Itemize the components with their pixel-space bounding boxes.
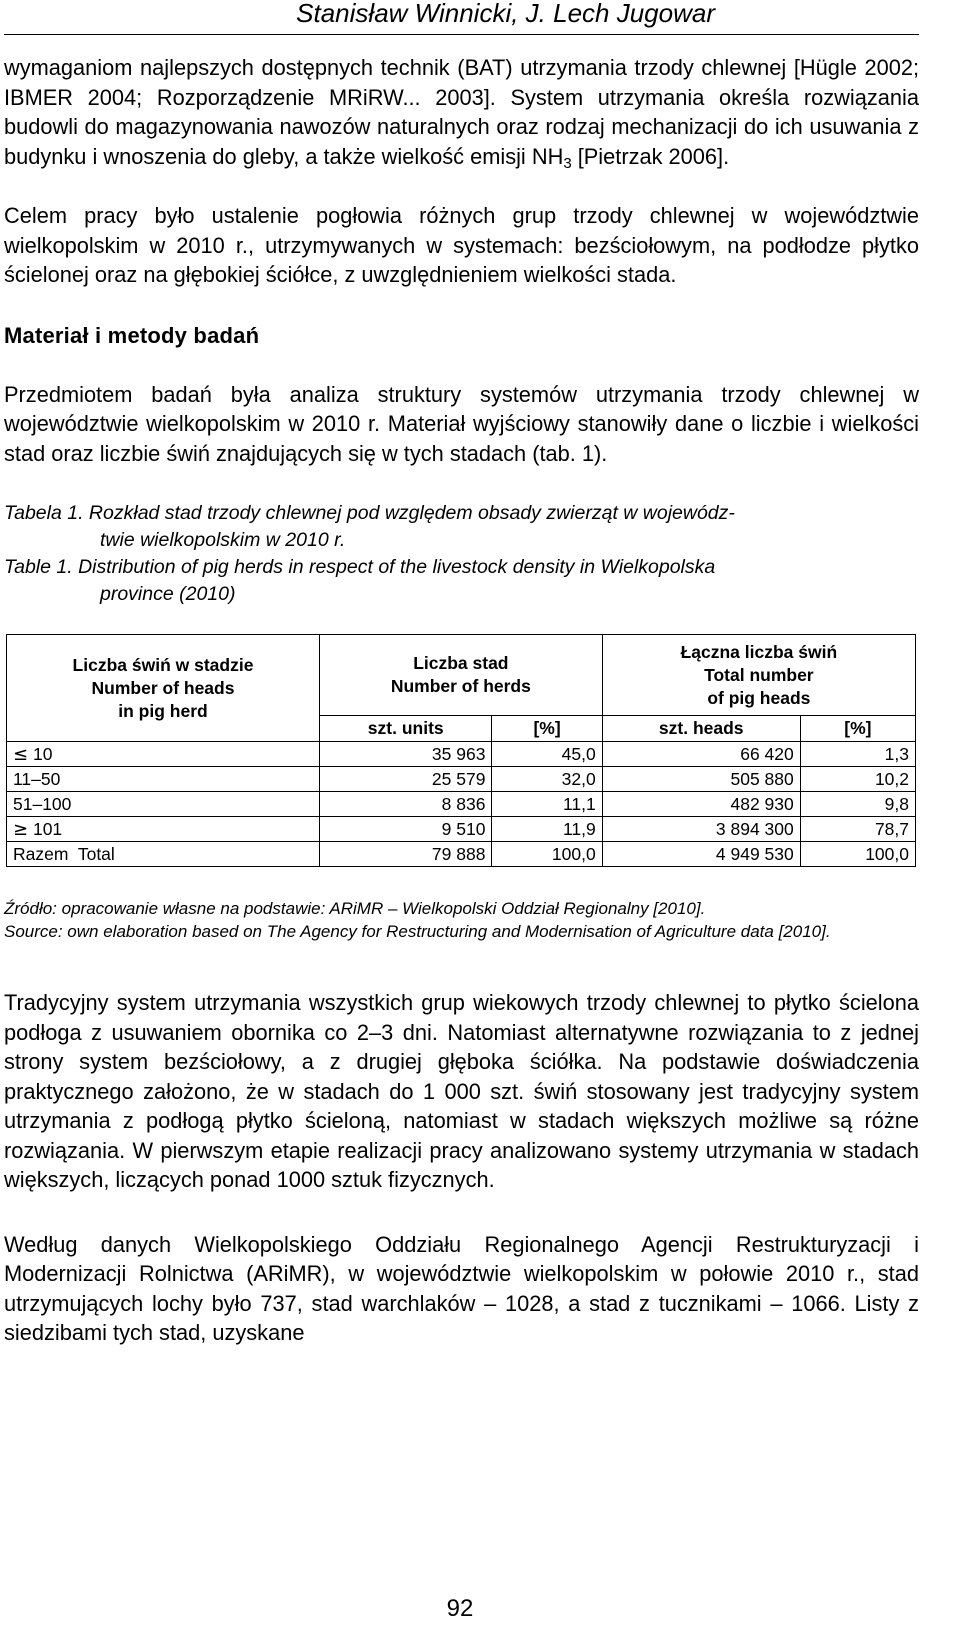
data-table bbox=[6, 634, 916, 867]
paragraph-intro-end: [Pietrzak 2006]. bbox=[571, 143, 730, 169]
less-equal-symbol: ≤ bbox=[13, 743, 29, 765]
paragraph-intro-text: wymaganiom najlepszych dostępnych technik (BAT) utrzymania trzody chlewnej [Hügle 2002; IBMER 2004; Rozporządzenie MRiRW... 2003]. System utrzymania określa rozwiązania budowli do magazynowania nawozów naturalnych oraz rodzaj mechanizacji do ich usuwania z budynku i wnoszenia do gleby, a także wielkość emisji NH bbox=[4, 55, 919, 169]
cell-herds-percent: 45,0 bbox=[492, 742, 602, 767]
header-herd-count-pl: Liczba stad bbox=[413, 653, 509, 673]
paragraph-data: Według danych Wielkopolskiego Oddziału Regionalnego Agencji Restrukturyzacji i Modernizacji Rolnictwa (ARiMR), w województwie wielkopolskim w połowie 2010 r., stad utrzymujących lochy było 737, stad warchlaków – 1028, a stad z tucznikami – 1066. Listy z siedzibami tych stad, uzyskane bbox=[4, 1231, 919, 1345]
cell-herds: 35 963 bbox=[320, 742, 492, 767]
cell-herds: 25 579 bbox=[320, 767, 492, 792]
header-rule bbox=[4, 34, 919, 35]
running-head: Stanisław Winnicki, J. Lech Jugowar bbox=[296, 0, 715, 28]
row-label bbox=[7, 742, 320, 767]
table-caption-en bbox=[4, 554, 919, 608]
header-total-pigs-en1: Total number bbox=[704, 664, 814, 685]
header-herd-count bbox=[320, 635, 603, 716]
cell-heads-percent: 100,0 bbox=[800, 842, 915, 867]
header-herd-size-en2: in pig herd bbox=[118, 700, 208, 721]
row-label bbox=[7, 817, 320, 842]
header-total-pigs-en2: of pig heads bbox=[707, 687, 811, 708]
cell-herds-percent: 11,1 bbox=[492, 792, 602, 817]
caption-pl-line1: Tabela 1. Rozkład stad trzody chlewnej pod względem obsady zwierząt w wojewódz- bbox=[4, 502, 735, 524]
table-row bbox=[7, 792, 916, 817]
row-label: Razem Total bbox=[7, 842, 320, 867]
source-pl: Źródło: opracowanie własne na podstawie: ARiMR – Wielkopolski Oddział Regionalny [2010]. bbox=[4, 899, 706, 918]
table-row bbox=[7, 767, 916, 792]
page-content bbox=[4, 53, 919, 1348]
cell-herds-percent: 32,0 bbox=[492, 767, 602, 792]
cell-heads: 66 420 bbox=[602, 742, 800, 767]
paragraph-methods: Przedmiotem badań była analiza struktury systemów utrzymania trzody chlewnej w województwie wielkopolskim w 2010 r. Materiał wyjściowy stanowiły dane o liczbie i wielkości stad oraz liczbie świń znajdujących się w tych stadach (tab. 1). bbox=[4, 381, 919, 466]
greater-equal-symbol: ≥ bbox=[13, 818, 29, 840]
cell-herds: 79 888 bbox=[320, 842, 492, 867]
section-title: Materiał i metody badań bbox=[4, 322, 260, 348]
row-label-text: 101 bbox=[28, 818, 63, 839]
header-herd-size bbox=[7, 635, 320, 742]
table-row bbox=[7, 817, 916, 842]
header-total-pigs-pl: Łączna liczba świń bbox=[680, 641, 838, 662]
paragraph-intro bbox=[4, 53, 919, 171]
header-herd-size-pl: Liczba świń w stadzie bbox=[72, 654, 254, 675]
subheader-units: szt. units bbox=[320, 716, 492, 742]
subheader-percent-herds: [%] bbox=[492, 716, 602, 742]
page-number: 92 bbox=[446, 1595, 474, 1622]
cell-herds: 9 510 bbox=[320, 817, 492, 842]
row-label-text: 10 bbox=[28, 743, 53, 764]
header-herd-size-en1: Number of heads bbox=[91, 677, 235, 698]
row-label: 11–50 bbox=[7, 767, 320, 792]
source-en: Source: own elaboration based on The Agency for Restructuring and Modernisation of Agriculture data [2010]. bbox=[4, 922, 831, 941]
table-row bbox=[7, 742, 916, 767]
table-header-row bbox=[7, 635, 916, 716]
table-caption-pl bbox=[4, 500, 919, 554]
cell-heads: 505 880 bbox=[602, 767, 800, 792]
subheader-heads: szt. heads bbox=[602, 716, 800, 742]
row-label: 51–100 bbox=[7, 792, 320, 817]
paragraph-systems: Tradycyjny system utrzymania wszystkich grup wiekowych trzody chlewnej to płytko ścielona podłoga z usuwaniem obornika co 2–3 dni. Natomiast alternatywne rozwiązania to z jednej strony system bezściołowy, a z drugiej głęboka ściółka. Na podstawie doświadczenia praktycznego założono, że w stadach do 1 000 szt. świń stosowany jest tradycyjny system utrzymania z podłogą płytko ścieloną, natomiast w stadach większych możliwe są różne rozwiązania. W pierwszym etapie realizacji pracy analizowano systemy utrzymania w stadach większych, liczących ponad 1000 sztuk fizycznych. bbox=[4, 990, 919, 1192]
cell-heads-percent: 1,3 bbox=[800, 742, 915, 767]
cell-heads: 482 930 bbox=[602, 792, 800, 817]
caption-en-line2: province (2010) bbox=[100, 583, 236, 605]
cell-herds-percent: 100,0 bbox=[492, 842, 602, 867]
table-source bbox=[4, 897, 919, 943]
cell-herds: 8 836 bbox=[320, 792, 492, 817]
table-row-total bbox=[7, 842, 916, 867]
cell-heads: 4 949 530 bbox=[602, 842, 800, 867]
header-total-pigs bbox=[602, 635, 915, 716]
cell-herds-percent: 11,9 bbox=[492, 817, 602, 842]
cell-heads-percent: 9,8 bbox=[800, 792, 915, 817]
header-herd-count-en: Number of herds bbox=[390, 676, 531, 696]
subheader-percent-heads: [%] bbox=[800, 716, 915, 742]
cell-heads-percent: 78,7 bbox=[800, 817, 915, 842]
subscript-3: 3 bbox=[563, 154, 572, 172]
cell-heads: 3 894 300 bbox=[602, 817, 800, 842]
paragraph-aim: Celem pracy było ustalenie pogłowia różnych grup trzody chlewnej w województwie wielkopolskim w 2010 r., utrzymywanych w systemach: bezściołowym, na podłodze płytko ścielonej oraz na głębokiej ściółce, z uwzględnieniem wielkości stada. bbox=[4, 203, 919, 287]
cell-heads-percent: 10,2 bbox=[800, 767, 915, 792]
caption-pl-line2: twie wielkopolskim w 2010 r. bbox=[100, 529, 346, 551]
caption-en-line1: Table 1. Distribution of pig herds in respect of the livestock density in Wielkopolska bbox=[4, 556, 716, 578]
